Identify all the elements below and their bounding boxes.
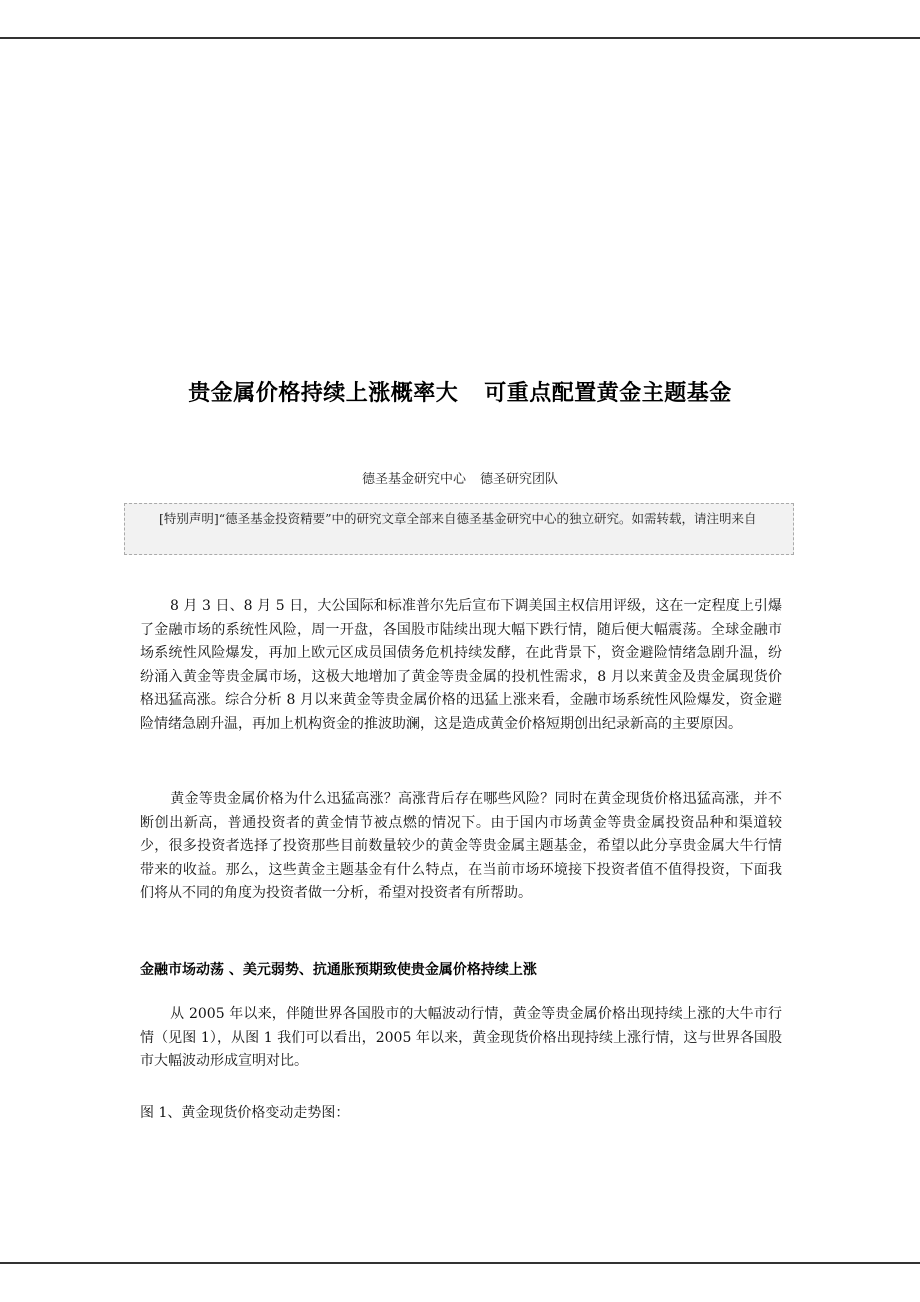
paragraph-1	[140, 595, 782, 736]
paragraph-3-text: 从 2005 年以来，伴随世界各国股市的大幅波动行情，黄金等贵金属价格出现持续上涨的大牛市行情（见图 1），从图 1 我们可以看出，2005 年以来，黄金现货价格出现持续上涨行情，这与世界各国股市大幅波动形成宣明对比。	[140, 1006, 782, 1069]
disclaimer-box	[124, 503, 794, 555]
title-part-2: 可重点配置黄金主题基金	[484, 380, 732, 406]
paragraph-2	[140, 788, 782, 906]
author-team: 德圣研究团队	[480, 472, 559, 487]
section-heading: 金融市场动荡 、美元弱势、抗通胀预期致使贵金属价格持续上涨	[140, 962, 537, 978]
figure-caption: 图 1、黄金现货价格变动走势图：	[140, 1105, 350, 1121]
top-rule	[0, 37, 920, 39]
paragraph-3	[140, 1003, 782, 1074]
bottom-rule	[0, 1262, 920, 1264]
title-part-1: 贵金属价格持续上涨概率大	[188, 380, 459, 406]
byline	[0, 468, 920, 487]
author-org: 德圣基金研究中心	[361, 472, 466, 487]
paragraph-2-text: 黄金等贵金属价格为什么迅猛高涨？高涨背后存在哪些风险？同时在黄金现货价格迅猛高涨，并不断创出新高，普通投资者的黄金情节被点燃的情况下。由于国内市场黄金等贵金属投资品种和渠道较少，很多投资者选择了投资那些目前数量较少的黄金等贵金属主题基金，希望以此分享贵金属大牛行情带来的收益。那么，这些黄金主题基金有什么特点，在当前市场环境接下投资者值不值得投资，下面我们将从不同的角度为投资者做一分析，希望对投资者有所帮助。	[140, 791, 782, 901]
paragraph-1-text: 8 月 3 日、8 月 5 日，大公国际和标准普尔先后宣布下调美国主权信用评级，这在一定程度上引爆了金融市场的系统性风险，周一开盘，各国股市陆续出现大幅下跌行情，随后便大幅震荡。全球金融市场系统性风险爆发，再加上欧元区成员国债务危机持续发酵，在此背景下，资金避险情绪急剧升温，纷纷涌入黄金等贵金属市场，这极大地增加了黄金等贵金属的投机性需求，8 月以来黄金及贵金属现货价格迅猛高涨。综合分析 8 月以来黄金等贵金属价格的迅猛上涨来看，金融市场系统性风险爆发，资金避险情绪急剧升温，再加上机构资金的推波助澜，这是造成黄金价格短期创出纪录新高的主要原因。	[140, 598, 782, 732]
disclaimer-text: [特别声明]“德圣基金投资精要”中的研究文章全部来自德圣基金研究中心的独立研究。如需转载，请注明来自	[159, 511, 757, 526]
page-title	[0, 376, 920, 407]
